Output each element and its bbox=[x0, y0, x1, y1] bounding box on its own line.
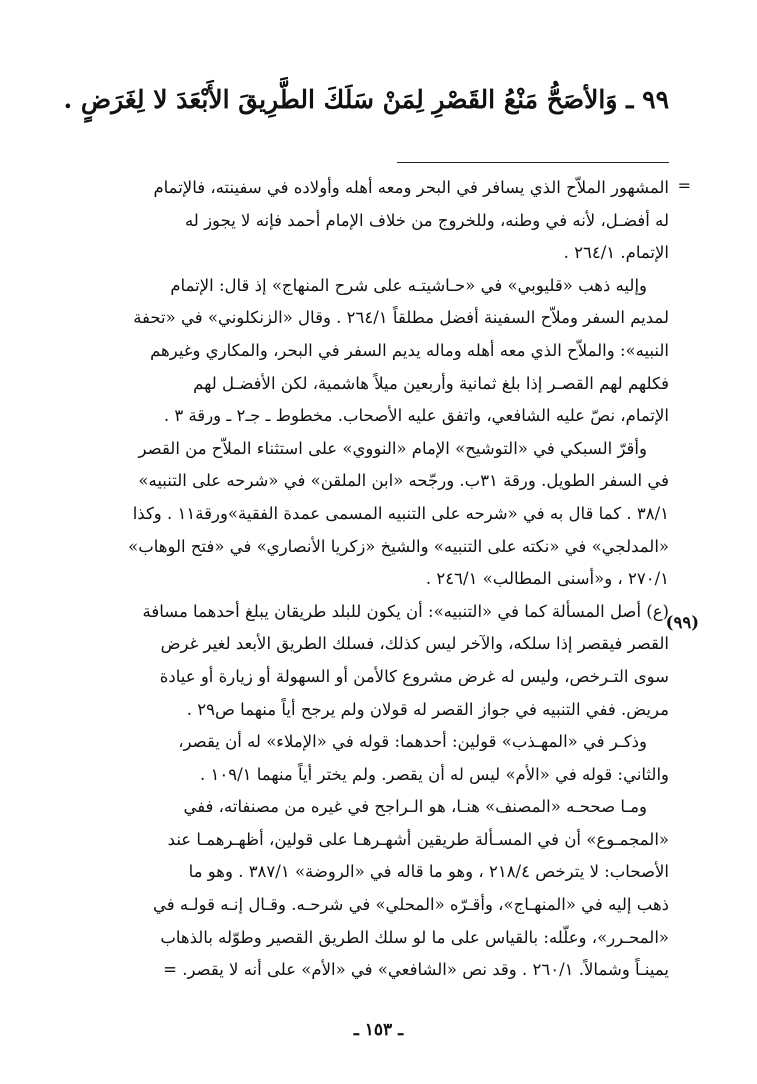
text-line: (ع) أصل المسألة كما في «التنبيه»: أن يكون للبلد طريقان يبلغ أحدهما مسافة bbox=[142, 601, 669, 621]
text-line: «المجمـوع» أن في المسـألة طريقين أشهـرهـا على قولين، أظهـرهمـا عند bbox=[167, 829, 669, 849]
text-line: والثاني: قوله في «الأم» ليس له أن يقصر. ولم يختر أياً منهما ١٠٩/١ . bbox=[200, 764, 669, 784]
text-line: ذهب إليه في «المنهـاج»، وأقـرّه «المحلي» في شرحـه. وقـال إنـه قولـه في bbox=[152, 895, 669, 915]
footnote-number: (٩٩) bbox=[665, 613, 699, 632]
text-line: الإتمام. ٢٦٤/١ . bbox=[563, 243, 669, 263]
text-line: «المحـرر»، وعلّله: بالقياس على ما لو سلك الطريق القصير وطوّله بالذهاب bbox=[160, 927, 669, 947]
continuation-mark: = bbox=[677, 176, 691, 195]
page-number: ـ ١٥٣ ـ bbox=[353, 1020, 404, 1040]
text-line: يمينـاً وشمالاً. ٢٦٠/١ . وقد نص «الشافعي» في «الأم» على أنه لا يقصر. = bbox=[163, 960, 669, 980]
text-line: «المدلجي» في «نكته على التنبيه» والشيخ «زكريا الأنصاري» في «فتح الوهاب» bbox=[128, 536, 669, 556]
text-line: له أفضـل، لأنه في وطنه، وللخروج من خلاف الإمام أحمد فإنه لا يجوز له bbox=[184, 210, 669, 230]
text-line: ٣٨/١ . كما قال به في «شرحه على التنبيه المسمى عمدة الفقية»ورقة١١ . وكذا bbox=[132, 503, 669, 523]
text-line: لمديم السفر وملاّح السفينة أفضل مطلقاً ٢٦٤/١ . وقال «الزنكلوني» في «تحفة bbox=[133, 308, 669, 328]
text-line: وإليه ذهب «قليوبي» في «حـاشيتـه على شرح المنهاج» إذ قال: الإتمام bbox=[170, 275, 647, 295]
text-line: الأصحاب: لا يترخص ٢١٨/٤ ، وهو ما قاله في «الروضة» ٣٨٧/١ . وهو ما bbox=[188, 862, 669, 882]
text-line: فكلهم لهم القصـر إذا بلغ ثمانية وأربعين ميلاً هاشمية، لكن الأفضـل لهم bbox=[193, 373, 669, 393]
text-line: ومـا صححـه «المصنف» هنـا، هو الـراجح في غيره من مصنفاته، ففي bbox=[183, 797, 647, 817]
text-line: مريض. ففي التنبيه في جواز القصر له قولان ولم يرجح أياً منهما ص٢٩ . bbox=[186, 699, 669, 719]
footnote-separator bbox=[397, 162, 669, 163]
footnotes-body bbox=[44, 172, 669, 987]
text-line: القصر فيقصر إذا سلكه، والآخر ليس كذلك، فسلك الطريق الأبعد لغير غرض bbox=[160, 634, 669, 654]
text-line: المشهور الملاّح الذي يسافر في البحر ومعه أهله وأولاده في سفينته، فالإتمام bbox=[153, 178, 669, 197]
text-line: الإتمام، نصّ عليه الشافعي، واتفق عليه الأصحاب. مخطوط ـ جـ٢ ـ ورقة ٣ . bbox=[163, 406, 669, 426]
text-line: وأقرّ السبكي في «التوشيح» الإمام «النووي» على استثناء الملاّح من القصر bbox=[138, 438, 647, 458]
matn-heading: ٩٩ ـ وَالأصَحُّ مَنْعُ القَصْرِ لِمَنْ سَلَكَ الطَّرِيقَ الأَبْعَدَ لا لِغَرَضٍ . bbox=[63, 85, 669, 114]
text-line: وذكـر في «المهـذب» قولين: أحدهما: قوله في «الإملاء» له أن يقصر، bbox=[178, 732, 647, 752]
text-line: في السفر الطويل. ورقة ٣١ب. ورجّحه «ابن الملقن» في «شرحه على التنبيه» bbox=[138, 471, 669, 491]
text-line: سوى التـرخص، وليس له غرض مشروع كالأمن أو السهولة أو زيارة أو عيادة bbox=[159, 666, 669, 686]
text-line: ٢٧٠/١ ، و«أسنى المطالب» ٢٤٦/١ . bbox=[425, 569, 669, 589]
text-line: النبيه»: والملاّح الذي معه أهله وماله يديم السفر في البحر، والمكاري وغيرهم bbox=[150, 340, 669, 360]
